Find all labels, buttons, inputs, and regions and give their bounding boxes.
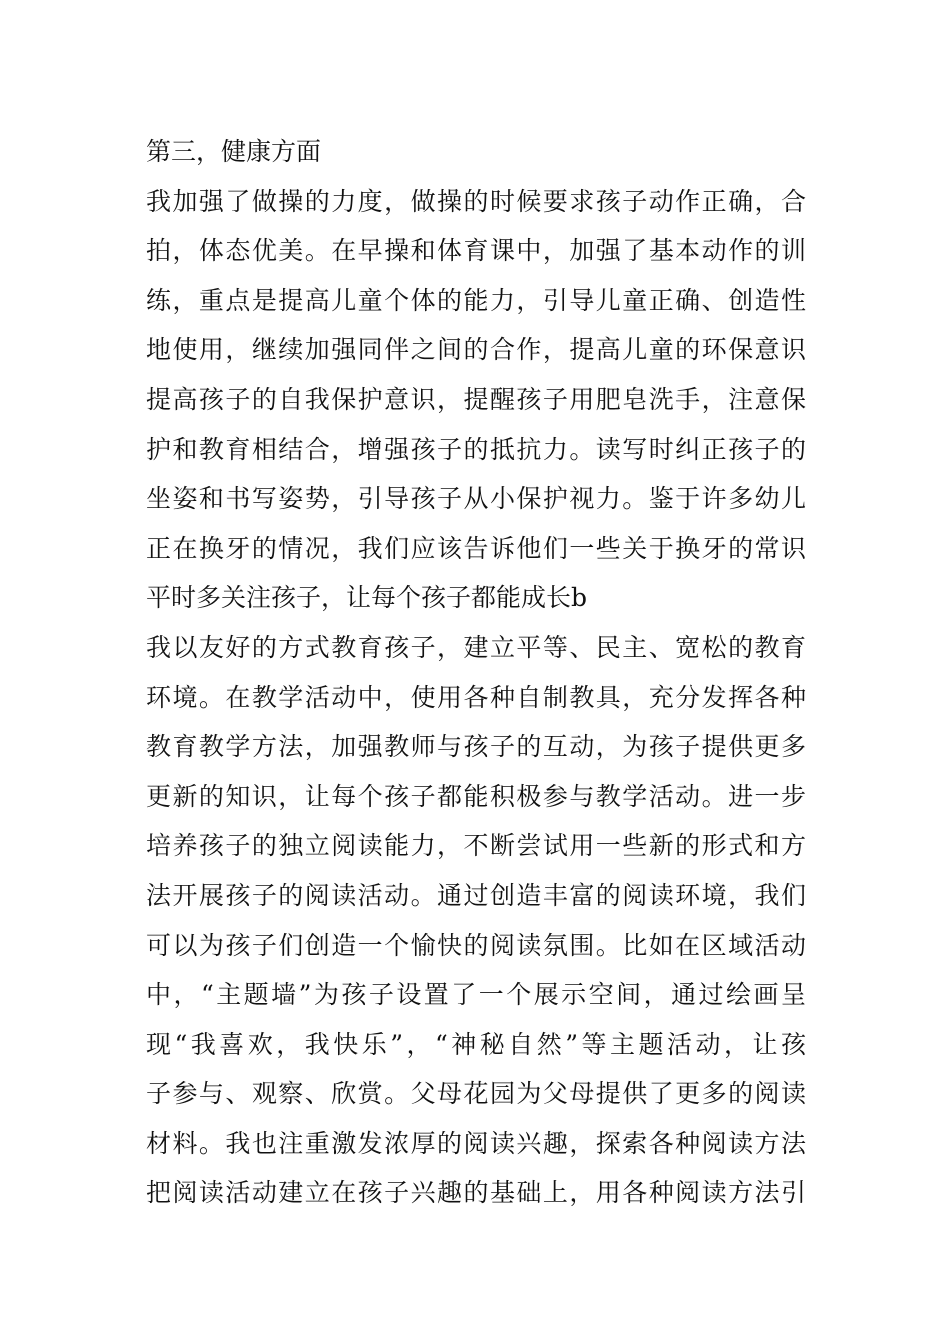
text-line: 子参与、观察、欣赏。父母花园为父母提供了更多的阅读 [146, 1079, 806, 1109]
text-line: 正在换牙的情况，我们应该告诉他们一些关于换牙的常识 [146, 533, 806, 563]
text-line: 坐姿和书写姿势，引导孩子从小保护视力。鉴于许多幼儿 [146, 484, 806, 514]
text-line: 材料。我也注重激发浓厚的阅读兴趣，探索各种阅读方法 [146, 1128, 806, 1158]
text-line: 我加强了做操的力度，做操的时候要求孩子动作正确，合 [146, 186, 806, 216]
text-line: 中，“主题墙”为孩子设置了一个展示空间，通过绘画呈 [146, 980, 806, 1010]
text-line: 把阅读活动建立在孩子兴趣的基础上，用各种阅读方法引 [146, 1178, 806, 1208]
text-line: 地使用，继续加强同伴之间的合作，提高儿童的环保意识 [146, 335, 806, 365]
section-heading: 第三，健康方面 [146, 137, 322, 166]
text-line: 可以为孩子们创造一个愉快的阅读氛围。比如在区域活动 [146, 930, 806, 960]
text-line: 更新的知识，让每个孩子都能积极参与教学活动。进一步 [146, 781, 806, 811]
text-line: 环境。在教学活动中，使用各种自制教具，充分发挥各种 [146, 682, 806, 712]
text-line: 现“我喜欢，我快乐”，“神秘自然”等主题活动，让孩 [146, 1029, 806, 1059]
text-line: 平时多关注孩子，让每个孩子都能成长b [146, 583, 588, 613]
text-line: 提高孩子的自我保护意识，提醒孩子用肥皂洗手，注意保 [146, 384, 806, 414]
text-line: 护和教育相结合，增强孩子的抵抗力。读写时纠正孩子的 [146, 434, 806, 464]
text-line: 法开展孩子的阅读活动。通过创造丰富的阅读环境，我们 [146, 880, 806, 910]
text-line: 我以友好的方式教育孩子，建立平等、民主、宽松的教育 [146, 632, 806, 662]
body-text [146, 127, 806, 1218]
text-line: 培养孩子的独立阅读能力，不断尝试用一些新的形式和方 [146, 831, 806, 861]
text-line: 练，重点是提高儿童个体的能力，引导儿童正确、创造性 [146, 285, 806, 315]
text-line: 教育教学方法，加强教师与孩子的互动，为孩子提供更多 [146, 732, 806, 762]
text-line: 拍，体态优美。在早操和体育课中，加强了基本动作的训 [146, 236, 806, 266]
